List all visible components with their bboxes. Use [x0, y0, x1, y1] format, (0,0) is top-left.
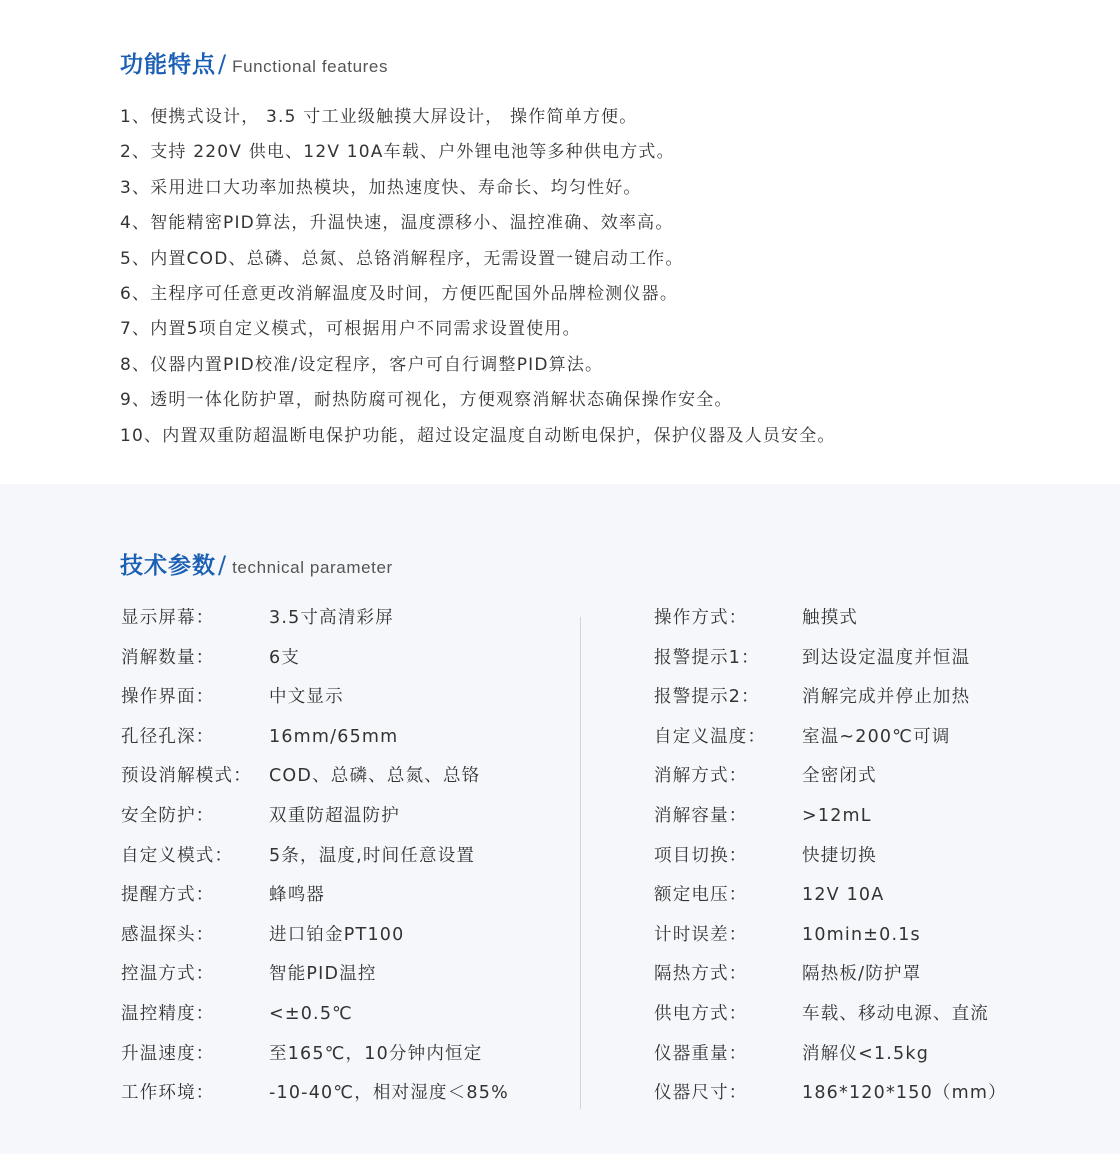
param-value: 蜂鸣器	[269, 885, 326, 906]
params-heading-en: technical parameter	[232, 558, 393, 577]
param-label: 消解容量：	[654, 805, 748, 826]
features-section	[0, 0, 1120, 484]
param-row	[654, 644, 1007, 684]
param-row	[654, 842, 1007, 882]
param-label: 仪器重量：	[654, 1043, 748, 1064]
param-value: 快捷切换	[802, 845, 877, 866]
param-label: 显示屏幕：	[121, 608, 215, 628]
feature-item: 8、仪器内置PID校准/设定程序，客户可自行调整PID算法。	[120, 354, 604, 375]
param-label: 孔径孔深：	[121, 726, 215, 747]
param-row	[654, 1079, 1007, 1119]
param-row	[121, 1000, 509, 1040]
param-value: 双重防超温防护	[269, 805, 400, 826]
param-value: 消解仪<1.5kg	[802, 1043, 930, 1064]
params-heading	[120, 547, 393, 580]
param-row	[654, 1040, 1007, 1080]
feature-item: 3、采用进口大功率加热模块，加热速度快、寿命长、均匀性好。	[120, 177, 642, 198]
feature-item: 1、便携式设计， 3.5 寸工业级触摸大屏设计， 操作简单方便。	[120, 107, 638, 127]
param-label: 报警提示1：	[654, 647, 760, 668]
param-row	[121, 881, 509, 921]
features-heading-zh: 功能特点	[120, 52, 216, 78]
param-label: 控温方式：	[121, 964, 215, 985]
param-label: 额定电压：	[654, 885, 748, 906]
param-row	[654, 723, 1007, 763]
params-heading-zh: 技术参数	[120, 553, 216, 579]
feature-item: 5、内置COD、总磷、总氮、总铬消解程序，无需设置一键启动工作。	[120, 248, 684, 269]
param-value: 中文显示	[269, 687, 344, 708]
param-row	[654, 604, 1007, 644]
feature-item: 4、智能精密PID算法，升温快速，温度漂移小、温控准确、效率高。	[120, 213, 674, 234]
param-value: 隔热板/防护罩	[802, 964, 922, 985]
param-label: 隔热方式：	[654, 964, 748, 985]
param-value: 全密闭式	[802, 766, 877, 787]
param-value: 智能PID温控	[269, 964, 377, 985]
param-value: <±0.5℃	[269, 1003, 354, 1024]
param-label: 计时误差：	[654, 924, 748, 945]
feature-item: 7、内置5项自定义模式，可根据用户不同需求设置使用。	[120, 319, 581, 340]
heading-slash: /	[218, 50, 227, 78]
param-row	[654, 762, 1007, 802]
param-value: 到达设定温度并恒温	[802, 647, 971, 668]
param-value: 3.5寸高清彩屏	[269, 608, 394, 628]
param-value: 进口铂金PT100	[269, 924, 405, 945]
param-row	[121, 802, 509, 842]
param-row	[121, 1079, 509, 1119]
param-label: 仪器尺寸：	[654, 1083, 748, 1104]
param-label: 自定义模式：	[121, 845, 234, 866]
param-row	[121, 960, 509, 1000]
feature-item: 9、透明一体化防护罩，耐热防腐可视化，方便观察消解状态确保操作安全。	[120, 390, 733, 411]
param-row	[121, 604, 509, 644]
param-label: 感温探头：	[121, 924, 215, 945]
param-row	[654, 1000, 1007, 1040]
param-value: 室温~200℃可调	[802, 726, 951, 747]
column-divider	[580, 617, 581, 1109]
param-row	[121, 644, 509, 684]
param-value: -10-40℃，相对湿度＜85%	[269, 1083, 509, 1104]
param-value: 车载、移动电源、直流	[802, 1003, 989, 1024]
param-row	[121, 842, 509, 882]
feature-item: 10、内置双重防超温断电保护功能，超过设定温度自动断电保护，保护仪器及人员安全。	[120, 425, 836, 446]
param-label: 温控精度：	[121, 1003, 215, 1024]
features-heading	[120, 46, 388, 79]
feature-item: 6、主程序可任意更改消解温度及时间，方便匹配国外品牌检测仪器。	[120, 283, 679, 304]
param-row	[121, 762, 509, 802]
param-row	[121, 921, 509, 961]
param-label: 操作界面：	[121, 687, 215, 708]
param-row	[654, 921, 1007, 961]
param-value: 5条，温度,时间任意设置	[269, 845, 476, 866]
param-label: 消解数量：	[121, 647, 215, 668]
param-value: 16mm/65mm	[269, 726, 399, 747]
param-label: 提醒方式：	[121, 885, 215, 906]
params-section	[0, 484, 1120, 1154]
param-row	[121, 1040, 509, 1080]
param-row	[654, 683, 1007, 723]
param-label: 自定义温度：	[654, 726, 767, 747]
param-label: 消解方式：	[654, 766, 748, 787]
param-label: 升温速度：	[121, 1043, 215, 1064]
param-value: 6支	[269, 647, 301, 668]
param-label: 报警提示2：	[654, 687, 760, 708]
param-label: 项目切换：	[654, 845, 748, 866]
param-row	[654, 802, 1007, 842]
param-row	[654, 881, 1007, 921]
param-value: COD、总磷、总氮、总铬	[269, 766, 481, 787]
param-value: 186*120*150（mm）	[802, 1083, 1007, 1104]
param-value: 触摸式	[802, 608, 859, 628]
param-row	[654, 960, 1007, 1000]
param-row	[121, 723, 509, 763]
params-left-column	[121, 604, 509, 1119]
param-label: 工作环境：	[121, 1083, 215, 1104]
param-value: 消解完成并停止加热	[802, 687, 971, 708]
param-value: >12mL	[802, 805, 872, 826]
param-value: 10min±0.1s	[802, 924, 921, 945]
heading-slash: /	[218, 551, 227, 579]
param-label: 操作方式：	[654, 608, 748, 628]
features-heading-en: Functional features	[232, 57, 389, 76]
param-label: 安全防护：	[121, 805, 215, 826]
features-list	[120, 103, 836, 457]
param-label: 预设消解模式：	[121, 766, 252, 787]
params-right-column	[654, 604, 1007, 1119]
param-label: 供电方式：	[654, 1003, 748, 1024]
param-value: 至165℃，10分钟内恒定	[269, 1043, 483, 1064]
param-value: 12V 10A	[802, 885, 885, 906]
feature-item: 2、支持 220V 供电、12V 10A车载、户外锂电池等多种供电方式。	[120, 142, 675, 163]
param-row	[121, 683, 509, 723]
